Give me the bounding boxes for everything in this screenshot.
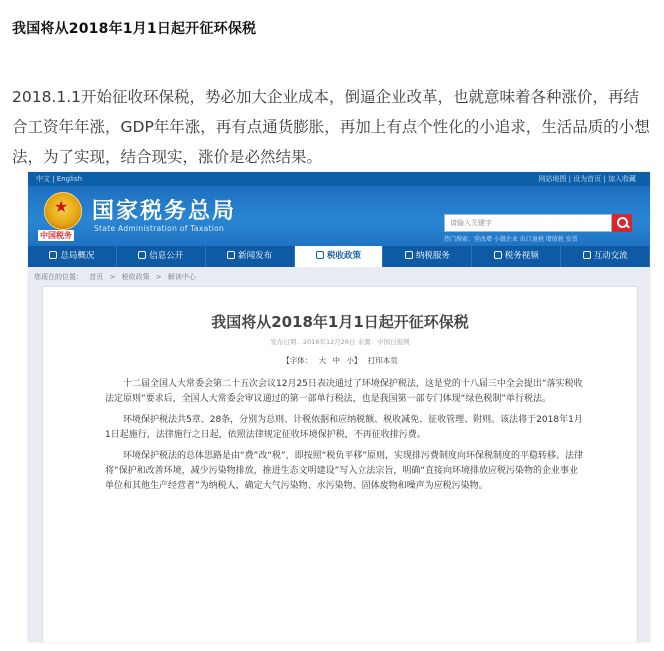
info-icon <box>138 251 146 259</box>
article-paragraph: 十二届全国人大常委会第二十五次会议12月25日表决通过了环境保护税法，这是党的十八届三中全会提出“落实税收法定原则”要求后，全国人大常委会审议通过的第一部单行税法，也是我国第一部专门体现“绿色税制”单行税法。 <box>105 379 583 404</box>
policy-icon <box>316 251 324 259</box>
china-tax-logo-text: 中国税务 <box>40 231 72 240</box>
search-input[interactable]: 请输入关键字 <box>444 214 612 232</box>
utility-links[interactable]: 网站地图 | 设为首页 | 加入收藏 <box>538 175 636 183</box>
nav-item-info[interactable]: 信息公开 <box>117 246 206 267</box>
font-large-button[interactable]: 大 <box>318 356 327 365</box>
print-button[interactable]: 打印本页 <box>367 356 398 365</box>
article-paragraph: 环境保护税法的总体思路是由“费”改“税”，即按照“税负平移”原则，实现排污费制度向环保税制度的平稳转移。法律将“保护和改善环境，减少污染物排放，推进生态文明建设”写入立法宗旨，明确“直接向环境排放应税污染物的企业事业单位和其他生产经营者”为纳税人，确定大气污染物、水污染物、固体废物和噪声为应税污染物。 <box>105 451 583 491</box>
nav-item-video[interactable]: 税务视频 <box>472 246 561 267</box>
post-title: 我国将从2018年1月1日起开征环保税 <box>12 21 257 37</box>
site-subtitle: State Administration of Taxation <box>94 224 225 233</box>
breadcrumb-prefix: 您现在的位置： <box>34 273 83 281</box>
breadcrumb-separator: > <box>109 273 116 281</box>
article-paragraph: 环境保护税法共5章、28条，分别为总则、计税依据和应纳税额、税收减免、征收管理、附则。该法将于2018年1月1日起施行，法律施行之日起，依照法律规定征收环境保护税，不再征收排污费。 <box>105 415 583 440</box>
news-icon <box>227 251 235 259</box>
article-tools <box>43 355 637 366</box>
site-top-bar <box>28 172 650 186</box>
post-body-text: 2018.1.1开始征收环保税，势必加大企业成本，倒逼企业改革，也就意味着各种涨价，再结合工资年年涨，GDP年年涨，再有点通货膨胀，再加上有点个性化的小追求，生活品质的小想法，为了实现，结合现实，涨价是必然结果。 <box>12 88 650 166</box>
breadcrumb-current[interactable]: 解读中心 <box>167 273 196 281</box>
font-small-button[interactable]: 小】 <box>346 356 362 365</box>
site-banner <box>28 186 650 246</box>
main-nav <box>28 246 650 267</box>
service-icon <box>405 251 413 259</box>
breadcrumb <box>34 272 200 282</box>
video-icon <box>494 251 502 259</box>
nav-item-policy[interactable]: 税收政策 <box>295 246 384 267</box>
breadcrumb-policy[interactable]: 税收政策 <box>121 273 150 281</box>
search-button[interactable] <box>612 214 632 232</box>
nav-item-service[interactable]: 纳税服务 <box>383 246 472 267</box>
font-medium-button[interactable]: 中 <box>332 356 340 365</box>
font-size-label: 【字体： <box>282 356 313 365</box>
building-icon <box>49 251 57 259</box>
nav-item-overview[interactable]: 总局概况 <box>28 246 117 267</box>
tax-emblem-icon: ★ <box>44 192 82 230</box>
breadcrumb-separator: > <box>155 273 162 281</box>
article-panel <box>42 286 638 642</box>
breadcrumb-home[interactable]: 首页 <box>89 273 104 281</box>
language-links[interactable]: 中文 | English <box>36 175 83 183</box>
article-meta: 发布日期：2016年12月26日 来源：中国日报网 <box>270 338 410 346</box>
nav-item-news[interactable]: 新闻发布 <box>206 246 295 267</box>
exchange-icon <box>583 251 591 259</box>
site-name[interactable]: 国家税务总局 <box>92 199 237 224</box>
nav-item-exchange[interactable]: 互动交流 <box>561 246 650 267</box>
article-title: 我国将从2018年1月1日起开征环保税 <box>211 313 469 331</box>
embedded-website-screenshot <box>28 172 650 642</box>
hot-search-words[interactable]: 热门搜索：营改增 小微企业 出口退税 增值税 发票 <box>444 236 578 243</box>
article-body <box>105 377 583 500</box>
